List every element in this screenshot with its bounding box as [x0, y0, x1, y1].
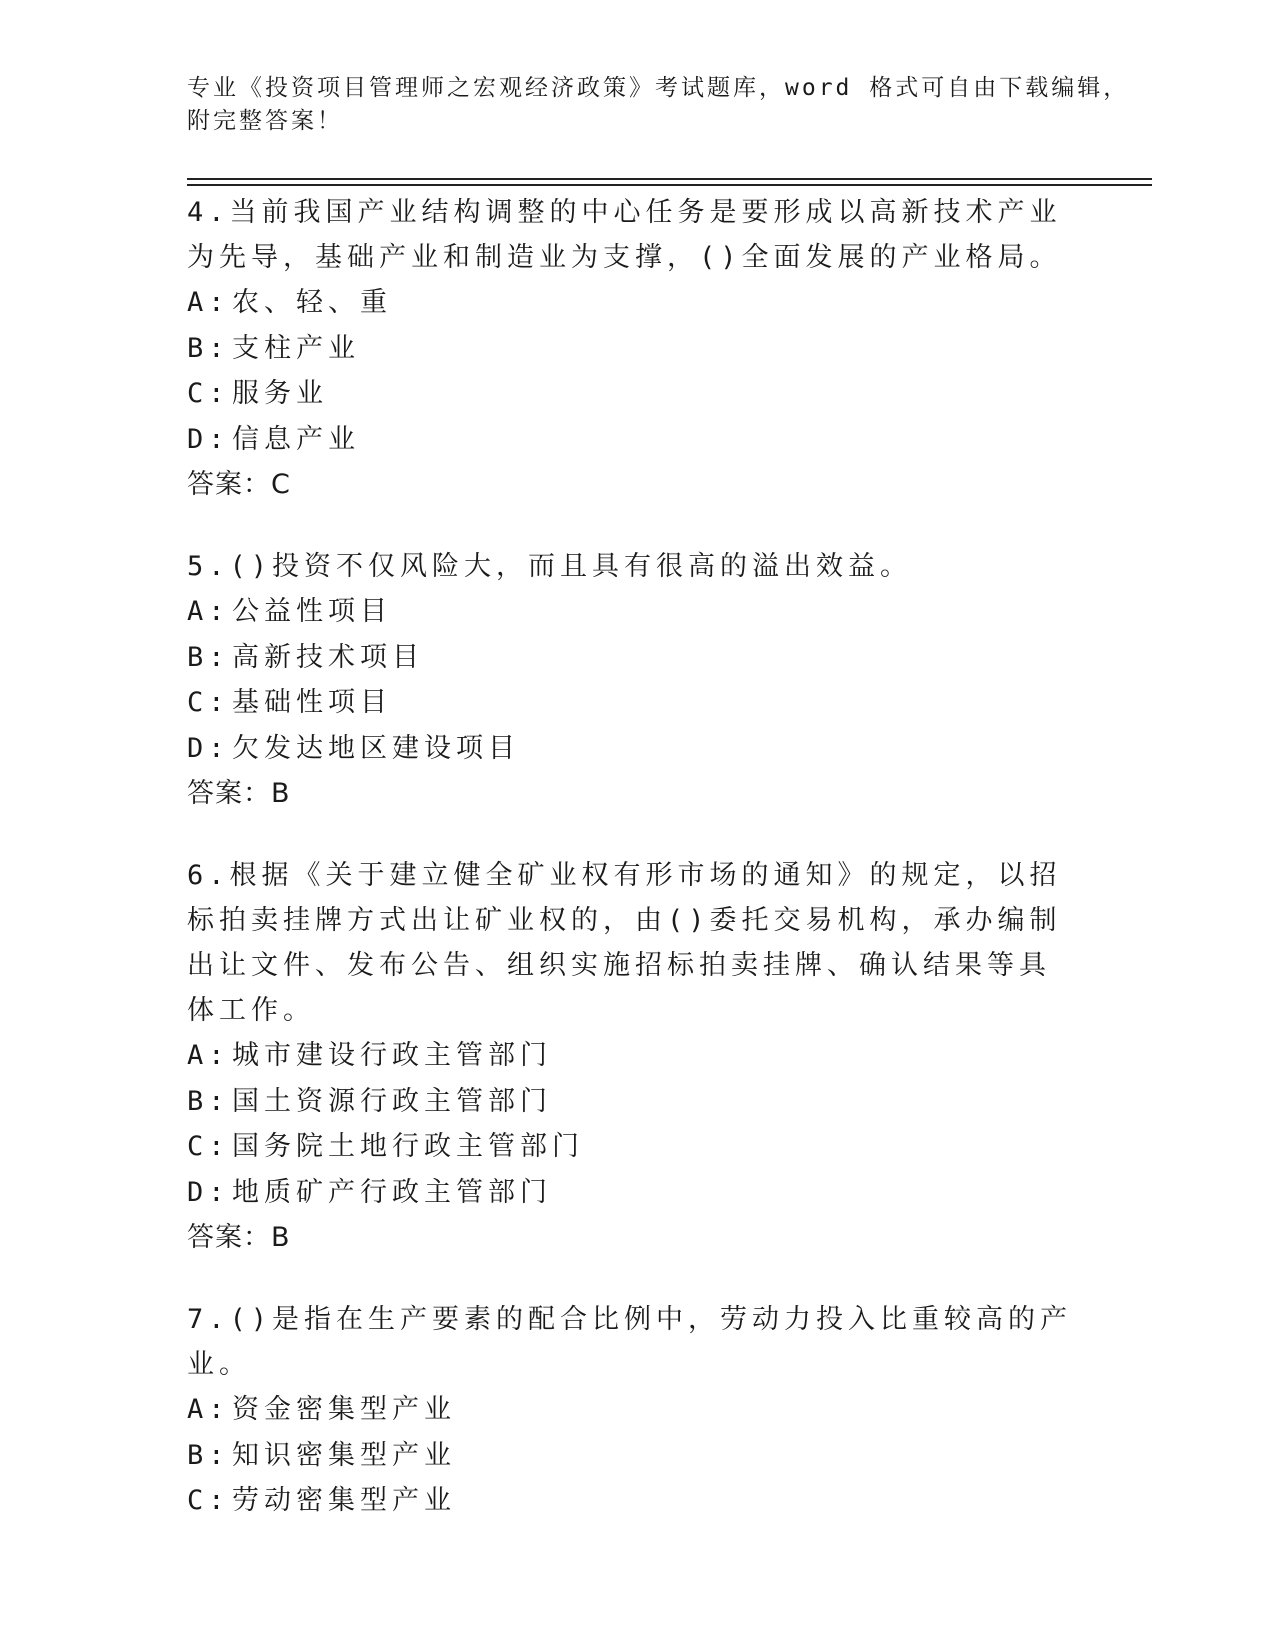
- option-text: 地质矿产行政主管部门: [232, 1176, 552, 1208]
- option-key: C:: [187, 1131, 230, 1162]
- option-key: C:: [187, 1485, 230, 1516]
- question-6: [187, 853, 1077, 1261]
- option-b: [187, 1079, 1077, 1125]
- question-4: [187, 190, 1077, 508]
- option-key: C:: [187, 378, 230, 409]
- option-key: A:: [187, 287, 230, 318]
- option-a: [187, 1387, 1077, 1433]
- option-key: D:: [187, 1176, 230, 1208]
- option-b: [187, 635, 1077, 681]
- option-text: 公益性项目: [232, 596, 392, 627]
- question-list: [187, 190, 1077, 1560]
- option-text: 农、轻、重: [232, 287, 392, 318]
- option-a: [187, 280, 1077, 326]
- answer-label: 答案：B: [187, 778, 291, 809]
- option-text: 城市建设行政主管部门: [232, 1040, 552, 1071]
- question-5: [187, 544, 1077, 817]
- option-key: A:: [187, 596, 230, 627]
- option-text: 资金密集型产业: [232, 1394, 456, 1425]
- option-a: [187, 589, 1077, 635]
- option-a: [187, 1033, 1077, 1079]
- option-key: C:: [187, 687, 230, 718]
- option-key: B:: [187, 1085, 230, 1117]
- option-text: 国务院土地行政主管部门: [232, 1131, 584, 1162]
- question-stem: 6.根据《关于建立健全矿业权有形市场的通知》的规定，以招标拍卖挂牌方式出让矿业权的，由()委托交易机构，承办编制出让文件、发布公告、组织实施招标拍卖挂牌、确认结果等具体工作。: [187, 860, 1062, 1026]
- option-text: 知识密集型产业: [232, 1439, 456, 1471]
- option-c: [187, 371, 1077, 417]
- option-d: [187, 417, 1077, 463]
- option-key: B:: [187, 332, 230, 364]
- option-key: D:: [187, 732, 230, 764]
- option-b: [187, 1433, 1077, 1479]
- option-text: 基础性项目: [232, 687, 392, 718]
- option-key: A:: [187, 1040, 230, 1071]
- question-stem: 5.()投资不仅风险大，而且具有很高的溢出效益。: [187, 551, 913, 582]
- header-divider-bottom: [187, 184, 1152, 186]
- option-c: [187, 680, 1077, 726]
- option-key: A:: [187, 1394, 230, 1425]
- question-stem: 7.()是指在生产要素的配合比例中，劳动力投入比重较高的产业。: [187, 1304, 1073, 1380]
- question-stem: 4.当前我国产业结构调整的中心任务是要形成以高新技术产业为先导，基础产业和制造业为支撑，()全面发展的产业格局。: [187, 197, 1062, 273]
- option-key: B:: [187, 1439, 230, 1471]
- header-divider-top: [187, 178, 1152, 180]
- option-c: [187, 1478, 1077, 1524]
- option-d: [187, 726, 1077, 772]
- answer-label: 答案：B: [187, 1222, 291, 1253]
- option-b: [187, 326, 1077, 372]
- option-text: 服务业: [232, 378, 328, 409]
- option-text: 劳动密集型产业: [232, 1485, 456, 1516]
- option-text: 高新技术项目: [232, 641, 424, 673]
- option-text: 欠发达地区建设项目: [232, 732, 520, 764]
- option-text: 支柱产业: [232, 332, 360, 364]
- option-text: 信息产业: [232, 423, 360, 455]
- option-d: [187, 1170, 1077, 1216]
- document-intro: 专业《投资项目管理师之宏观经济政策》考试题库，word 格式可自由下载编辑，附完整答案！: [187, 75, 1130, 134]
- option-c: [187, 1124, 1077, 1170]
- option-key: B:: [187, 641, 230, 673]
- option-text: 国土资源行政主管部门: [232, 1085, 552, 1117]
- question-7: [187, 1297, 1077, 1524]
- answer-label: 答案：C: [187, 469, 291, 500]
- option-key: D:: [187, 423, 230, 455]
